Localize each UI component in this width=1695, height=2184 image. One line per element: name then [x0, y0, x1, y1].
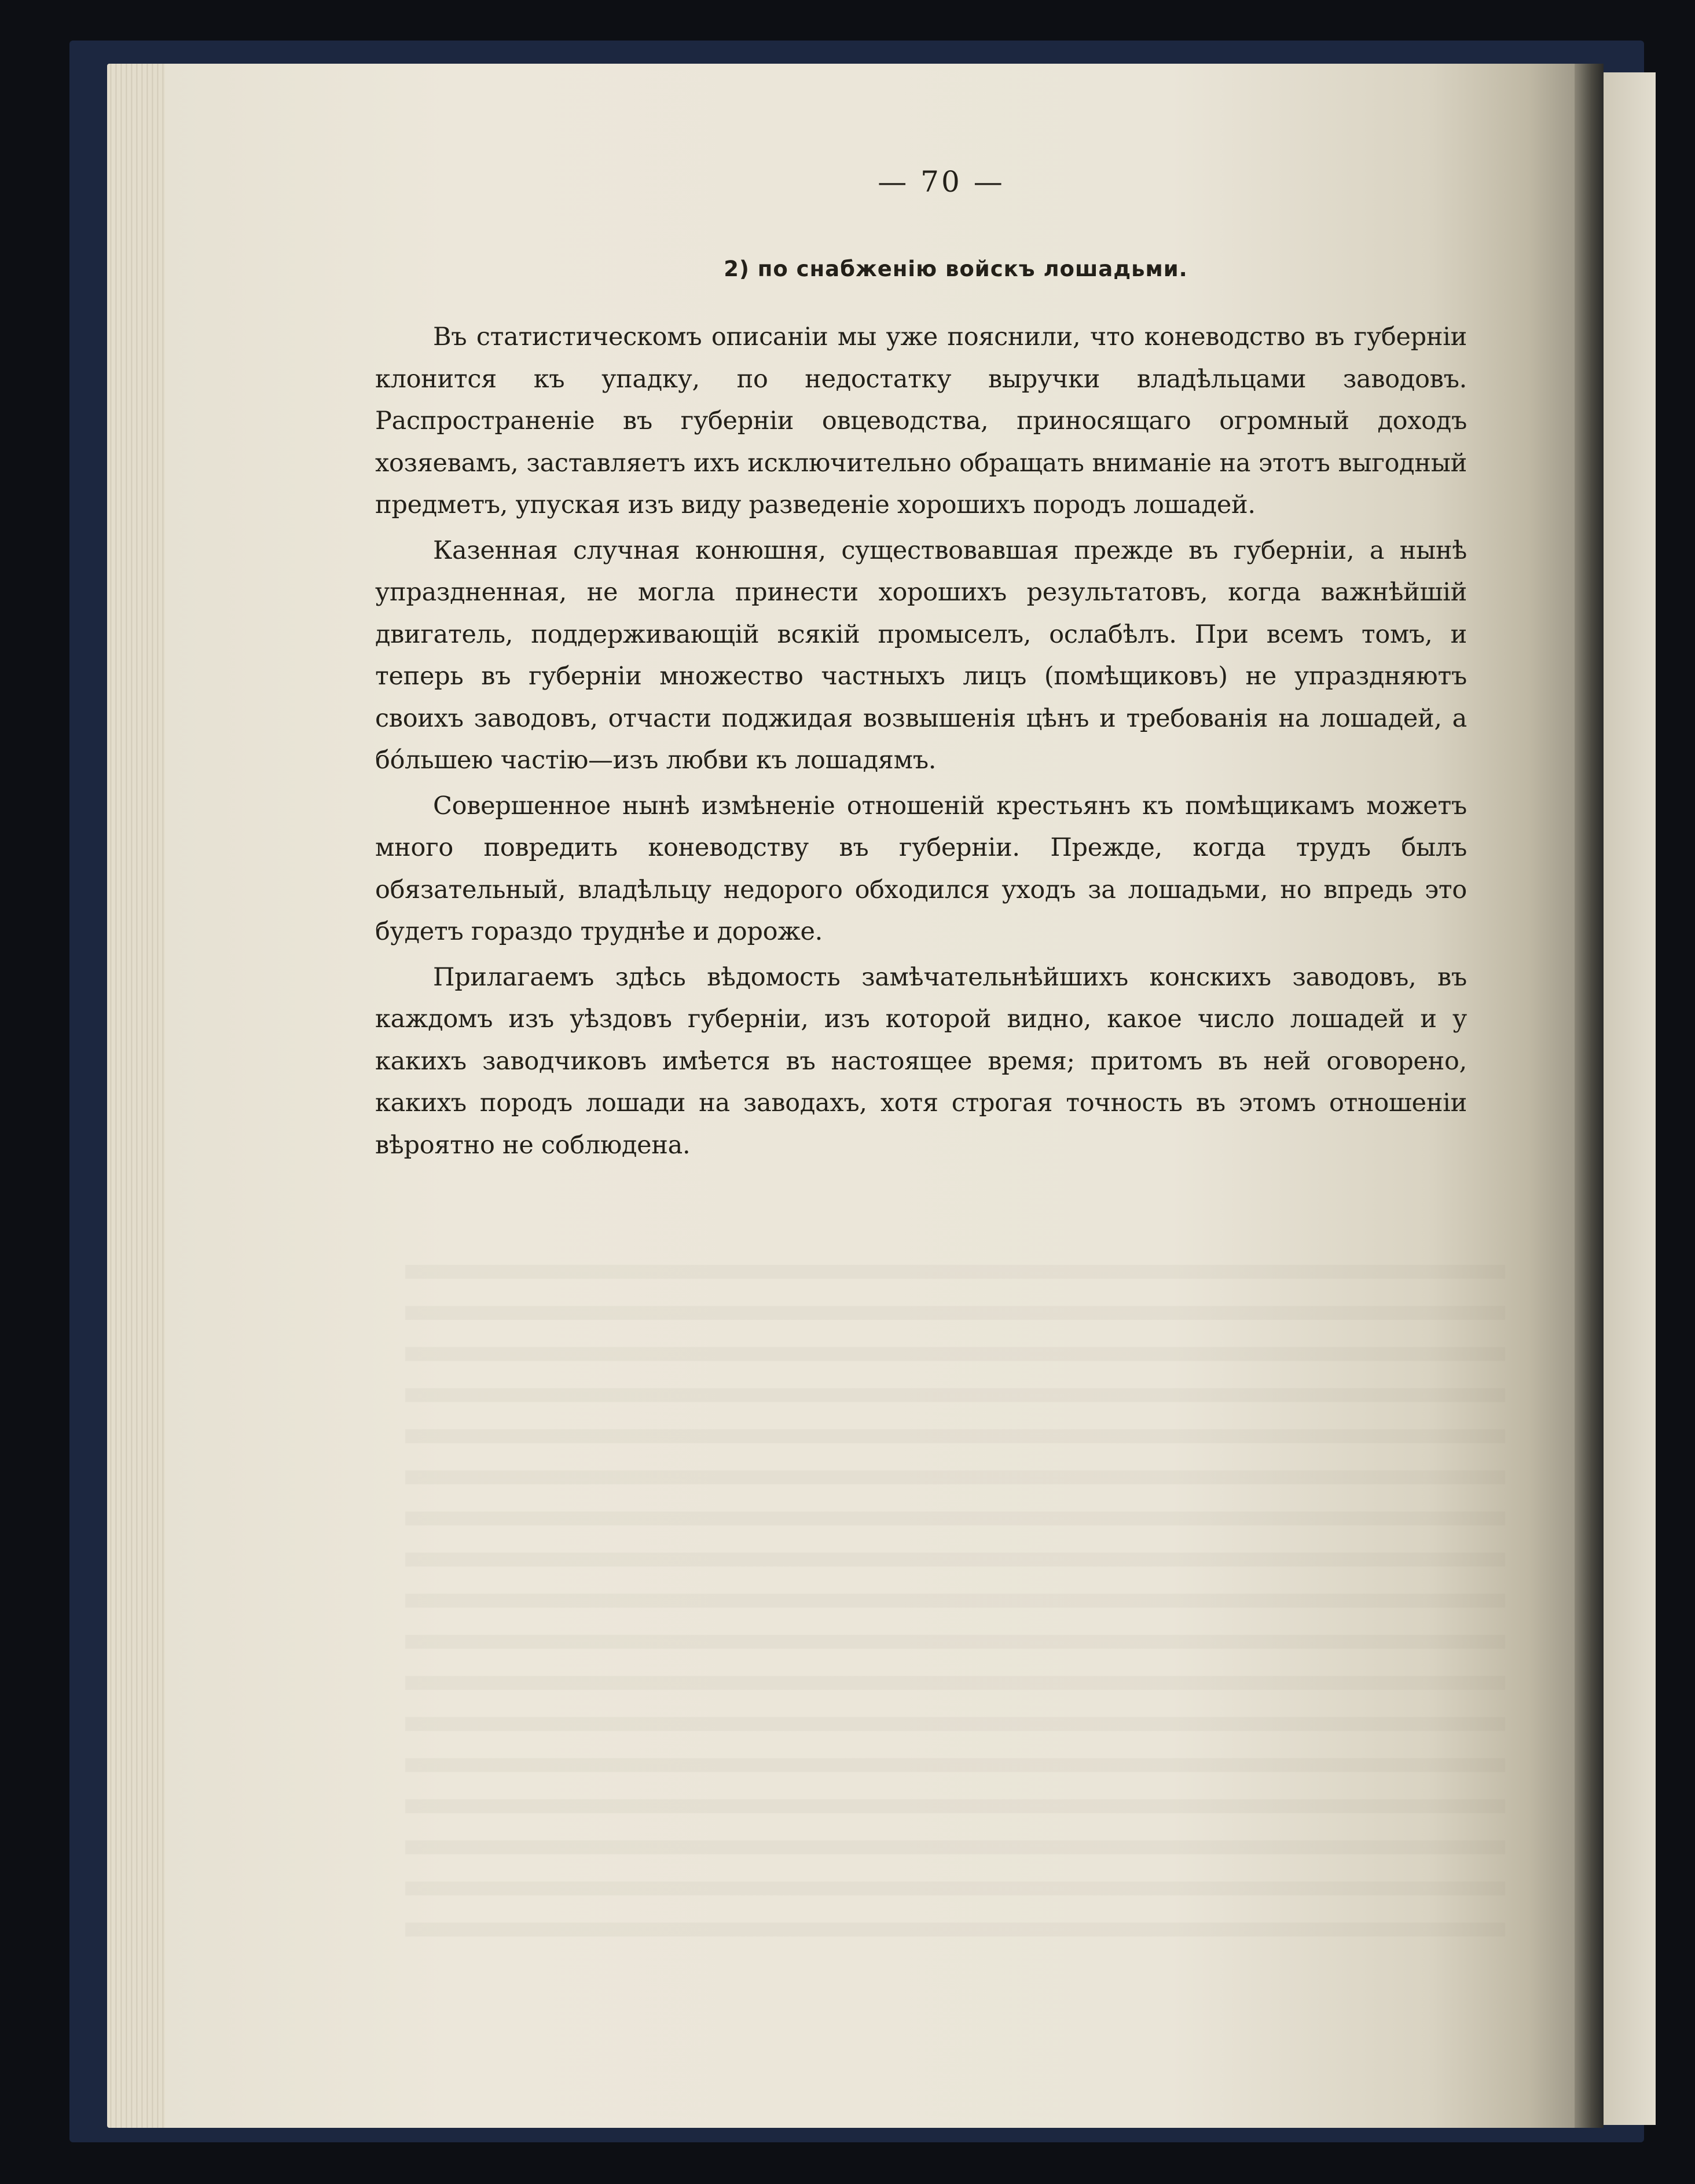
paragraph-1: Въ статистическомъ описаніи мы уже пояснили, что коневодство въ губерніи клонится къ упадку, по недостатку выручки владѣльцами заводовъ. Распространеніе въ губерніи овцеводства, приносящаго огромный доходъ хозяевамъ, заставляетъ ихъ исключительно обращать вниманіе на этотъ выгодный предметъ, упуская изъ виду разведеніе хорошихъ породъ лошадей.	[375, 323, 1467, 519]
paragraph-3: Совершенное нынѣ измѣненіе отношеній крестьянъ къ помѣщикамъ можетъ много повредить коневодству въ губерніи. Прежде, когда трудъ былъ обязательный, владѣльцу недорого обходился уходъ за лошадьми, но впредь это будетъ гораздо труднѣе и дороже.	[375, 791, 1467, 946]
book-gutter	[1575, 64, 1604, 2128]
page-content	[375, 165, 1467, 1170]
show-through-text	[405, 1245, 1505, 1940]
paragraph-4: Прилагаемъ здѣсь вѣдомость замѣчательнѣйшихъ конскихъ заводовъ, въ каждомъ изъ уѣздовъ губерніи, изъ которой видно, какое число лошадей и у какихъ заводчиковъ имѣется въ настоящее время; притомъ въ ней оговорено, какихъ породъ лошади на заводахъ, хотя строгая точность въ этомъ отношеніи вѣроятно не соблюдена.	[375, 962, 1467, 1160]
next-page-edge	[1604, 72, 1656, 2125]
paragraph-2: Казенная случная конюшня, существовавшая прежде въ губерніи, а нынѣ упраздненная, не могла принести хорошихъ результатовъ, когда важнѣйшій двигатель, поддерживающій всякій промыселъ, ослабѣлъ. При всемъ томъ, и теперь въ губерніи множество частныхъ лицъ (помѣщиковъ) не упраздняютъ своихъ заводовъ, отчасти поджидая возвышенія цѣнъ и требованія на лошадей, а бо́льшею частію—изъ любви къ лошадямъ.	[375, 536, 1467, 775]
page-number: — 70 —	[878, 165, 1005, 199]
section-heading: 2) по снабженію войскъ лошадьми.	[724, 256, 1188, 281]
